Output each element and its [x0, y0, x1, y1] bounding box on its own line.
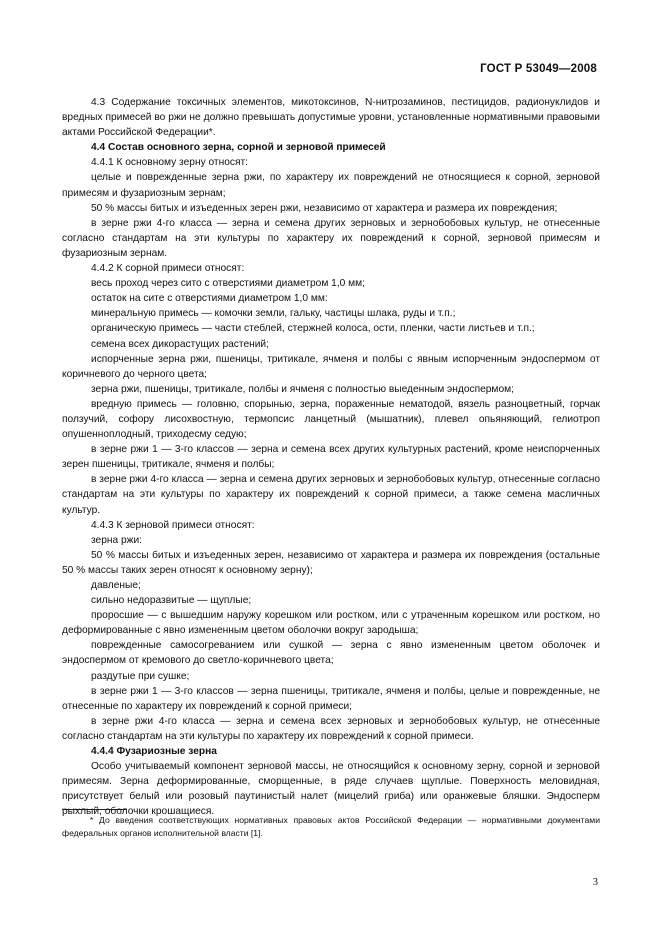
paragraph: семена всех дикорастущих растений;	[91, 338, 269, 350]
paragraph: вредную примесь — головню, спорынью, зерна, пораженные нематодой, вязель разноцветный, горчак ползучий, софору лисохвостную, термопсис ланцетный (мышатник), плевел опьяняющий, гелиотроп опушеннoплодный, триходесму седую;	[62, 398, 600, 441]
page-number: 3	[592, 877, 598, 888]
paragraph: целые и поврежденные зерна ржи, по характеру их повреждений не относящиеся к сорной, зерновой примесям и фузариозным зернам;	[62, 172, 600, 199]
paragraph: весь проход через сито с отверстиями диаметром 1,0 мм;	[91, 278, 365, 290]
section-heading-4-4-4: 4.4.4 Фузариозные зерна	[91, 746, 217, 758]
paragraph: 4.4.2 К сорной примеси относят:	[91, 263, 245, 275]
document-header: ГОСТ Р 53049—2008	[480, 63, 597, 75]
paragraph: органическую примесь — части стеблей, стержней колоса, ости, пленки, части листьев и т.п.;	[91, 323, 535, 335]
paragraph: давленые;	[91, 580, 141, 591]
paragraph: минеральную примесь — комочки земли, гальку, частицы шлака, руды и т.п.;	[91, 308, 456, 320]
paragraph: в зерне ржи 4-го класса — зерна и семена других зерновых и зернобобовых культур, отнесенные согласно стандартам на эти культуры по характеру их повреждений к сорной примеси, а также семена масличных культур.	[62, 474, 600, 516]
paragraph: в зерне ржи 1 — 3-го классов — зерна и семена всех других культурных растений, кроме неиспорченных зерен пшеницы, тритикале, ячменя и полбы;	[62, 444, 600, 471]
footnote-divider	[62, 809, 126, 810]
paragraph: Особо учитываемый компонент зерновой массы, не относящийся к основному зерну, сорной и зерновой примесям. Зерна деформированные, сморщенные, в ряде случаев щуплые. Поверхность меловидная, присутствует белый или розовый паутинистый налет (мицелий гриба) или оранжевые бляшки. Эндосперм рыхлый, оболочки крошащиеся.	[62, 761, 600, 818]
paragraph: в зерне ржи 4-го класса — зерна и семена всех зерновых и зернобобовых культур, не отнесенные согласно стандартам на эти культуры по характеру их повреждений к сорной примеси.	[62, 715, 600, 742]
paragraph: поврежденные самосогреванием или сушкой — зерна с явно измененным цветом оболочек и эндоспермом от кремового до светло-коричневого цвета;	[62, 640, 600, 667]
paragraph: зерна ржи, пшеницы, тритикале, полбы и ячменя с полностью выеденным эндоспермом;	[91, 383, 514, 395]
paragraph: раздутые при сушке;	[91, 670, 190, 682]
paragraph: в зерне ржи 1 — 3-го классов — зерна пшеницы, тритикале, ячменя и полбы, целые и поврежденные, не отнесенные по характеру их повреждений к сорной примеси;	[62, 685, 600, 712]
paragraph: зерна ржи:	[91, 534, 143, 546]
footnote: * До введения соответствующих нормативных правовых актов Российской Федерации — нормативными документами федеральных органов исполнительной власти [1].	[62, 815, 600, 838]
paragraph: 4.4.1 К основному зерну относят:	[91, 157, 248, 169]
paragraph: 50 % массы битых и изъеденных зерен, независимо от характера и размера их повреждения (остальные 50 % массы таких зерен относят к основному зерну);	[62, 549, 600, 576]
paragraph: остаток на сите с отверстиями диаметром 1,0 мм:	[91, 293, 328, 305]
body-text	[62, 95, 600, 820]
paragraph: в зерне ржи 4-го класса — зерна и семена других зерновых и зернобобовых культур, не отнесенные согласно стандартам на эти культуры по характеру их повреждений к сорной, зерновой примесям и фузариозным зернам.	[62, 217, 600, 259]
paragraph: проросшие — с вышедшим наружу корешком или ростком, или с утраченным корешком или ростком, но деформированные с явно измененным цветом оболочки вокруг зародыша;	[62, 610, 600, 637]
section-heading-4-4: 4.4 Состав основного зерна, сорной и зерновой примесей	[91, 142, 386, 154]
paragraph-4-3: 4.3 Содержание токсичных элементов, микотоксинов, N-нитрозаминов, пестицидов, радионуклидов и вредных примесей во ржи не должно превышать допустимые уровни, установленные нормативными правовыми актами Российской Федерации*.	[62, 97, 600, 139]
paragraph: 50 % массы битых и изъеденных зерен ржи, независимо от характера и размера их повреждения;	[91, 202, 558, 214]
paragraph: сильно недоразвитые — щуплые;	[91, 595, 252, 607]
paragraph: 4.4.3 К зерновой примеси относят:	[91, 519, 255, 531]
paragraph: испорченные зерна ржи, пшеницы, тритикале, ячменя и полбы с явным испорченным эндоспермом от коричневого до черного цвета;	[62, 353, 600, 380]
